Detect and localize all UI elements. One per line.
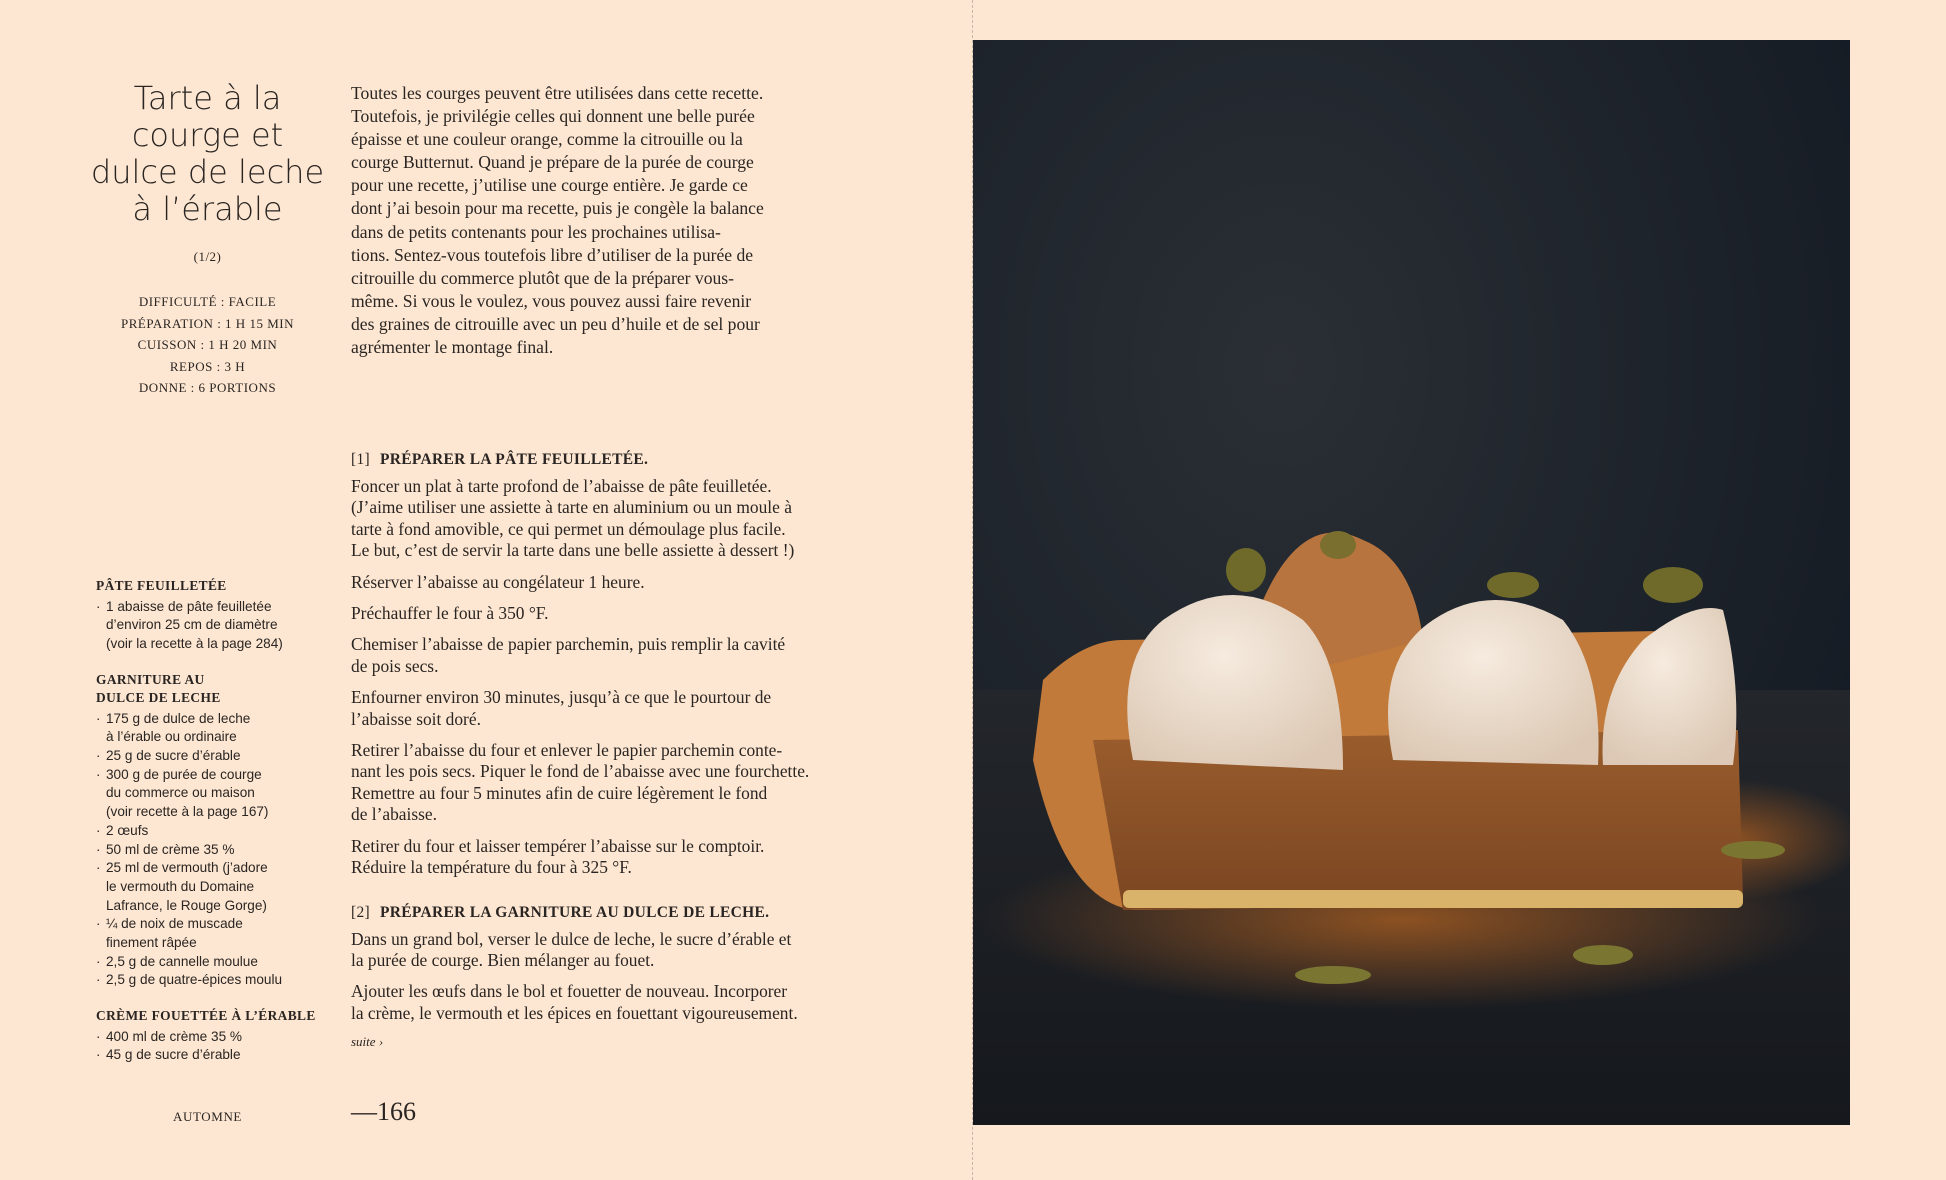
recipe-title — [70, 80, 345, 228]
intro-line: agrémenter le montage final. — [351, 337, 554, 358]
ingredient-item — [96, 953, 326, 972]
heading-line: PÂTE FEUILLETÉE — [96, 578, 227, 593]
ingredient-line: d’environ 25 cm de diamètre — [106, 617, 278, 633]
step-heading — [351, 903, 841, 923]
intro-line: pour une recette, j’utilise une courge entière. Je garde ce — [351, 175, 748, 196]
ingredient-line: le vermouth du Domaine — [106, 878, 255, 894]
recipe-step — [351, 903, 841, 1025]
ingredient-item — [96, 710, 326, 747]
intro-line: tions. Sentez-vous toutefois libre d’utiliser de la purée de — [351, 244, 754, 265]
recipe-meta — [70, 291, 345, 399]
ingredient-group-heading — [96, 671, 326, 708]
heading-line: DULCE DE LECHE — [96, 690, 221, 706]
paragraph-line: Retirer l’abaisse du four et enlever le papier parchemin conte- — [351, 740, 783, 761]
intro-line: dont j’ai besoin pour ma recette, puis je congèle la balance — [351, 198, 764, 219]
title-line: courge et — [131, 116, 284, 154]
step-paragraph — [351, 572, 841, 593]
intro-line: Toutes les courges peuvent être utilisées dans cette recette. — [351, 83, 764, 103]
intro-line: citrouille du commerce plutôt que de la préparer vous- — [351, 267, 735, 288]
ingredient-line: · 25 ml de vermouth (j’adore — [106, 860, 268, 876]
paragraph-line: la purée de courge. Bien mélanger au fouet. — [351, 949, 655, 970]
ingredient-item — [96, 915, 326, 952]
ingredient-line: · 300 g de purée de courge — [106, 766, 262, 782]
tart-slice-illustration — [973, 40, 1850, 1125]
paragraph-line: Préchauffer le four à 350 °F. — [351, 603, 549, 624]
ingredient-line: à l’érable ou ordinaire — [106, 729, 237, 745]
ingredient-item — [96, 841, 326, 860]
step-paragraph — [351, 603, 841, 624]
intro-line: dans de petits contenants pour les prochaines utilisa- — [351, 221, 721, 242]
title-line: à l’érable — [132, 190, 283, 228]
recipe-part-indicator: (1/2) — [193, 249, 222, 264]
heading-line: GARNITURE AU — [96, 671, 205, 687]
ingredient-item — [96, 598, 326, 654]
ingredient-list — [96, 710, 326, 991]
ingredient-line: · 2,5 g de cannelle moulue — [106, 953, 258, 969]
ingredient-item — [96, 747, 326, 766]
page-number — [351, 1097, 416, 1127]
meta-rest: REPOS : 3 H — [169, 358, 246, 374]
paragraph-line: nant les pois secs. Piquer le fond de l’abaisse avec une fourchette. — [351, 761, 810, 782]
meta-cooking: CUISSON : 1 H 20 MIN — [137, 337, 278, 352]
ingredient-line: finement râpée — [106, 935, 197, 951]
intro-line: même. Si vous le voulez, vous pouvez aussi faire revenir — [351, 290, 752, 311]
step-heading — [351, 450, 841, 470]
paragraph-line: Chemiser l’abaisse de papier parchemin, puis remplir la cavité — [351, 634, 786, 655]
meta-servings: DONNE : 6 PORTIONS — [138, 380, 277, 395]
ingredient-line: · 400 ml de crème 35 % — [106, 1028, 243, 1044]
step-paragraph — [351, 929, 841, 972]
paragraph-line: de l’abaisse. — [351, 804, 437, 825]
ingredient-line: · 50 ml de crème 35 % — [106, 841, 235, 857]
paragraph-line: Ajouter les œufs dans le bol et fouetter de nouveau. Incorporer — [351, 981, 788, 1002]
page-number-value: 166 — [377, 1097, 416, 1126]
paragraph-line: (J’aime utiliser une assiette à tarte en aluminium ou un moule à — [351, 497, 792, 518]
continued-link: suite › — [351, 1034, 384, 1050]
ingredient-group-heading — [96, 577, 326, 596]
ingredient-line: du commerce ou maison — [106, 785, 255, 801]
ingredient-line: (voir la recette à la page 284) — [106, 635, 283, 651]
title-line: dulce de leche — [90, 153, 325, 191]
recipe-intro — [351, 82, 831, 359]
ingredient-line: Lafrance, le Rouge Gorge) — [106, 897, 267, 913]
paragraph-line: de pois secs. — [351, 655, 439, 676]
recipe-steps — [351, 450, 841, 1050]
ingredient-list — [96, 598, 326, 654]
ingredients-column — [96, 577, 326, 1082]
ingredient-line: (voir recette à la page 167) — [106, 804, 269, 820]
paragraph-line: Enfourner environ 30 minutes, jusqu’à ce que le pourtour de — [351, 687, 772, 708]
paragraph-line: Réduire la température du four à 325 °F. — [351, 857, 632, 878]
title-line: Tarte à la — [133, 79, 282, 117]
paragraph-line: Le but, c’est de servir la tarte dans une belle assiette à dessert !) — [351, 540, 795, 561]
ingredient-item — [96, 971, 326, 990]
step-number: [2] — [351, 903, 370, 921]
step-number: [1] — [351, 451, 370, 468]
intro-line: courge Butternut. Quand je prépare de la purée de courge — [351, 152, 754, 173]
ingredient-line: · 2 œufs — [106, 822, 149, 838]
recipe-step — [351, 450, 841, 879]
meta-difficulty: DIFFICULTÉ : FACILE — [138, 294, 277, 309]
ingredient-line: · 25 g de sucre d’érable — [106, 748, 241, 764]
page-number-dash: — — [351, 1097, 377, 1126]
ingredient-group-heading — [96, 1007, 326, 1026]
ingredient-item — [96, 822, 326, 841]
step-title: PRÉPARER LA GARNITURE AU DULCE DE LECHE. — [379, 903, 770, 921]
ingredient-line: · 175 g de dulce de leche — [106, 710, 251, 726]
heading-line: CRÈME FOUETTÉE À L’ÉRABLE — [96, 1008, 316, 1024]
section-name: AUTOMNE — [173, 1109, 242, 1124]
step-paragraph — [351, 740, 841, 826]
paragraph-line: Dans un grand bol, verser le dulce de leche, le sucre d’érable et — [351, 928, 792, 949]
paragraph-line: la crème, le vermouth et les épices en fouettant vigoureusement. — [351, 1002, 798, 1023]
intro-line: des graines de citrouille avec un peu d’huile et de sel pour — [351, 313, 760, 334]
paragraph-line: tarte à fond amovible, ce qui permet un démoulage plus facile. — [351, 518, 786, 539]
step-paragraph — [351, 836, 841, 879]
paragraph-line: Remettre au four 5 minutes afin de cuire légèrement le fond — [351, 782, 768, 803]
paragraph-line: Réserver l’abaisse au congélateur 1 heure. — [351, 571, 645, 592]
ingredient-line: · 2,5 g de quatre-épices moulu — [106, 972, 283, 988]
step-paragraph — [351, 981, 841, 1024]
paragraph-line: l’abaisse soit doré. — [351, 708, 481, 729]
paragraph-line: Foncer un plat à tarte profond de l’abaisse de pâte feuilletée. — [351, 476, 772, 496]
step-paragraph — [351, 476, 841, 562]
intro-line: épaisse et une couleur orange, comme la citrouille ou la — [351, 129, 743, 150]
ingredient-line: · ¼ de noix de muscade — [106, 916, 243, 932]
ingredient-item — [96, 859, 326, 915]
ingredient-line: · 45 g de sucre d’érable — [106, 1047, 241, 1063]
intro-line: Toutefois, je privilégie celles qui donnent une belle purée — [351, 106, 755, 127]
step-title: PRÉPARER LA PÂTE FEUILLETÉE. — [379, 451, 649, 468]
dessert-photo — [973, 40, 1850, 1125]
ingredient-item — [96, 1028, 326, 1047]
step-paragraph — [351, 634, 841, 677]
ingredient-list — [96, 1028, 326, 1065]
paragraph-line: Retirer du four et laisser tempérer l’abaisse sur le comptoir. — [351, 835, 765, 856]
ingredient-line: · 1 abaisse de pâte feuilletée — [106, 598, 272, 614]
ingredient-item — [96, 766, 326, 822]
ingredient-item — [96, 1046, 326, 1065]
meta-preparation: PRÉPARATION : 1 H 15 MIN — [121, 315, 294, 331]
step-paragraph — [351, 687, 841, 730]
